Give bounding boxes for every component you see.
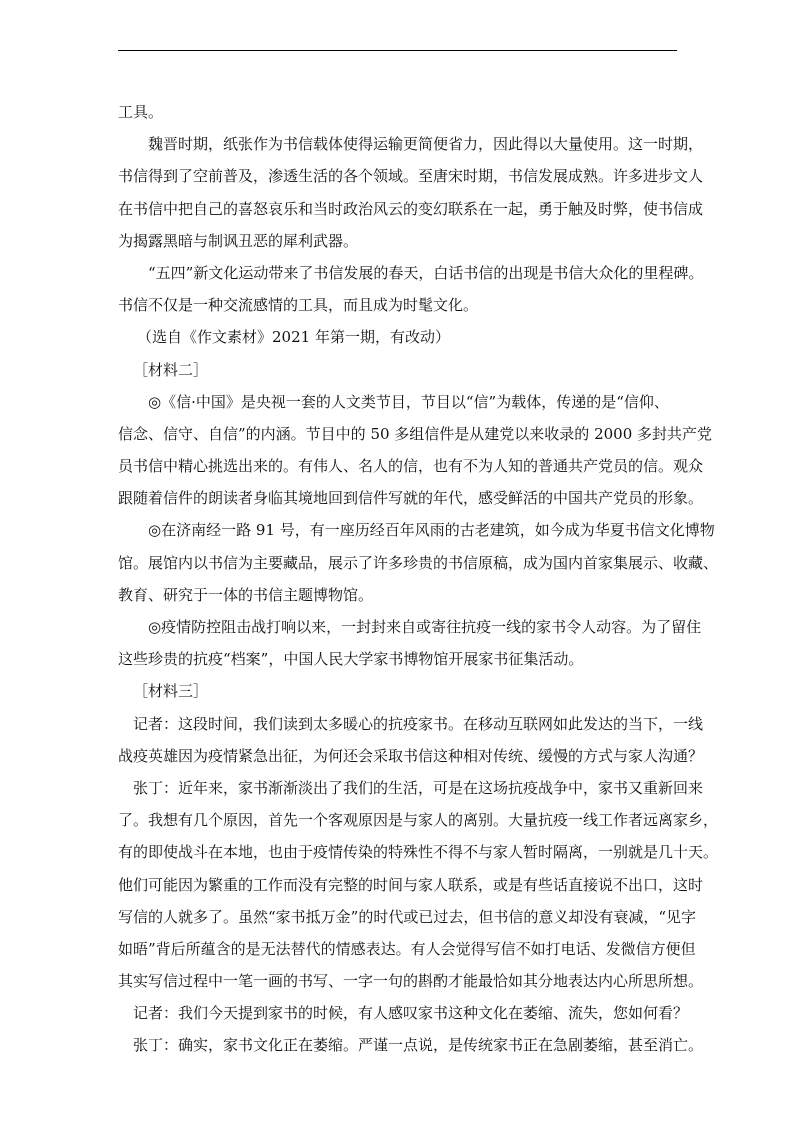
- interview-line: 张丁：确实，家书文化正在萎缩。严谨一点说，是传统家书正在急剧萎缩，甚至消亡。: [133, 1036, 704, 1055]
- interview-line: 他们可能因为繁重的工作而没有完整的时间与家人联系，或是有些话直接说不出口，这时: [118, 875, 704, 894]
- paragraph-line: ◎在济南经一路 91 号，有一座历经百年风雨的古老建筑，如今成为华夏书信文化博物: [148, 521, 715, 540]
- paragraph-line: 教育、研究于一体的书信主题博物馆。: [118, 585, 374, 604]
- paragraph-line: 这些珍贵的抗疫“档案”，中国人民大学家书博物馆开展家书征集活动。: [118, 650, 584, 669]
- interview-line: 张丁：近年来，家书渐渐淡出了我们的生活，可是在这场抗疫战争中，家书又重新回来: [133, 778, 704, 797]
- section-heading: ［材料三］: [133, 682, 209, 701]
- paragraph-line: 书信不仅是一种交流感情的工具，而且成为时髦文化。: [118, 296, 479, 315]
- interview-line: 记者：这段时间，我们读到太多暖心的抗疫家书。在移动互联网如此发达的当下，一线: [133, 714, 704, 733]
- paragraph-line: 为揭露黑暗与制讽丑恶的犀利武器。: [118, 231, 359, 250]
- paragraph-line: “五四”新文化运动带来了书信发展的春天，白话书信的出现是书信大众化的里程碑。: [148, 263, 704, 282]
- interview-line: 了。我想有几个原因，首先一个客观原因是与家人的离别。大量抗疫一线工作者远离家乡，: [118, 811, 719, 830]
- interview-line: 写信的人就多了。虽然“家书抵万金”的时代或已过去，但书信的意义却没有衰减，“见字: [118, 907, 697, 926]
- header-rule: [118, 50, 677, 51]
- paragraph-line: ◎《信·中国》是央视一套的人文类节目，节目以“信”为载体，传递的是“信仰、: [148, 392, 669, 411]
- paragraph-line: ◎疫情防控阻击战打响以来，一封封来自或寄往抗疫一线的家书令人动容。为了留住: [148, 618, 702, 636]
- paragraph-line: 跟随着信件的朗读者身临其境地回到信件写就的年代，感受鲜活的中国共产党员的形象。: [118, 489, 704, 508]
- paragraph-line: 书信得到了空前普及，渗透生活的各个领域。至唐宋时期，书信发展成熟。许多进步文人: [118, 167, 704, 186]
- interview-line: 记者：我们今天提到家书的时候，有人感叹家书这种文化在萎缩、流失，您如何看？: [133, 1004, 689, 1023]
- source-note: （选自《作文素材》2021 年第一期，有改动）: [137, 328, 450, 347]
- paragraph-line: 在书信中把自己的喜怒哀乐和当时政治风云的变幻联系在一起，勇于触及时弊，使书信成: [118, 199, 704, 218]
- paragraph-line: 工具。: [118, 103, 164, 121]
- interview-line: 其实写信过程中一笔一画的书写、一字一句的斟酌才能最恰如其分地表达内心所思所想。: [118, 972, 704, 991]
- interview-line: 战疫英雄因为疫情紧急出征，为何还会采取书信这种相对传统、缓慢的方式与家人沟通？: [118, 746, 704, 765]
- interview-line: 如晤”背后所蕴含的是无法替代的情感表达。有人会觉得写信不如打电话、发微信方便但: [118, 939, 696, 958]
- paragraph-line: 员书信中精心挑选出来的。有伟人、名人的信，也有不为人知的普通共产党员的信。观众: [118, 457, 704, 476]
- interview-line: 有的即使战斗在本地，也由于疫情传染的特殊性不得不与家人暂时隔离，一别就是几十天。: [118, 843, 719, 862]
- section-heading: ［材料二］: [133, 360, 209, 379]
- paragraph-line: 魏晋时期，纸张作为书信载体使得运输更简便省力，因此得以大量使用。这一时期，: [148, 135, 704, 154]
- document-body: [118, 96, 719, 1062]
- paragraph-line: 信念、信守、自信”的内涵。节目中的 50 多组信件是从建党以来收录的 2000 多封共产党: [118, 424, 713, 443]
- paragraph-line: 馆。展馆内以书信为主要藏品，展示了许多珍贵的书信原稿，成为国内首家集展示、收藏、: [118, 553, 719, 572]
